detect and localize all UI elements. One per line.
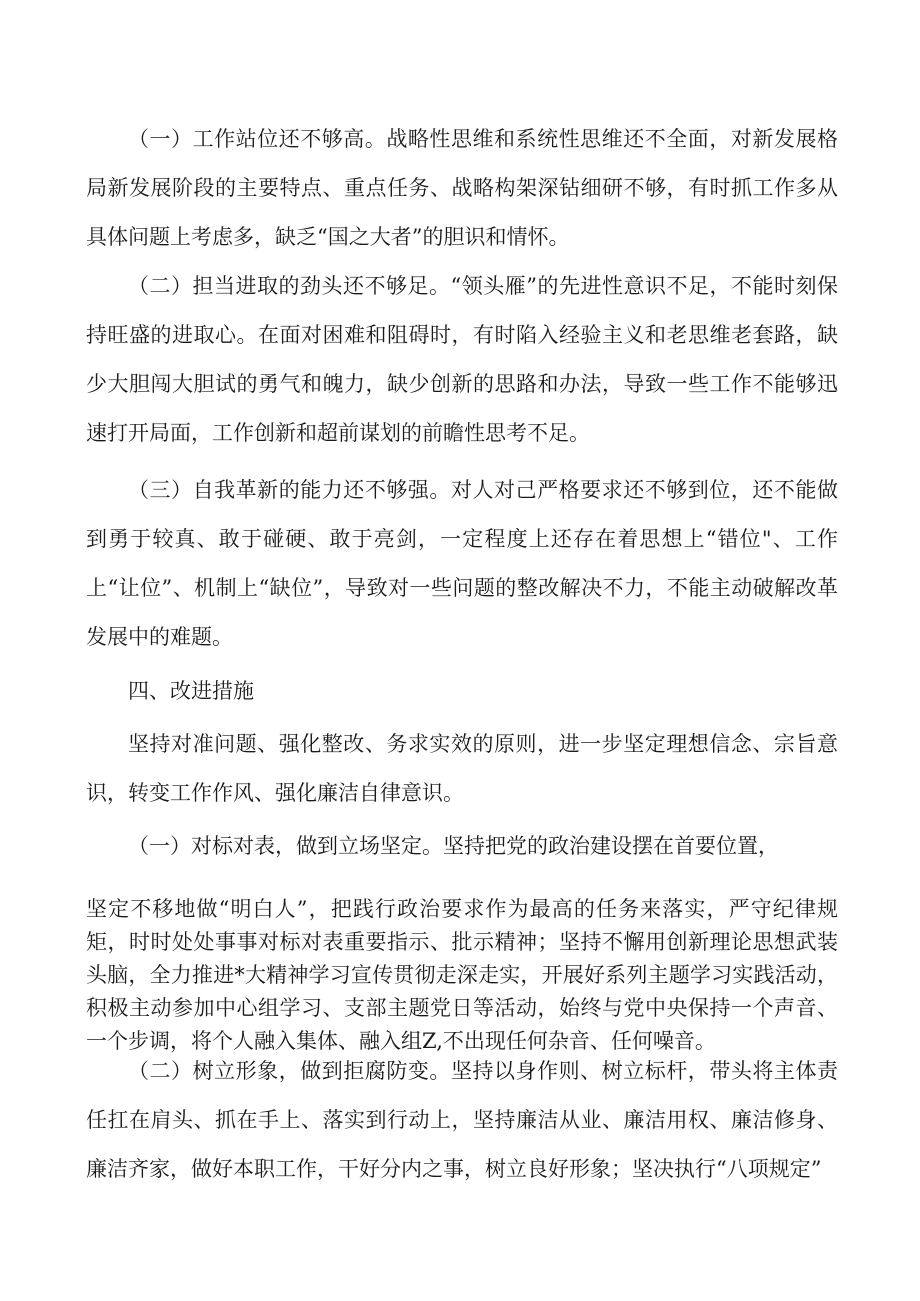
paragraph-anti-corruption: （二）树立形象，做到拒腐防变。坚持以身作则、树立标杆，带头将主体责任扛在肩头、抓在手上、落实到行动上，坚持廉洁从业、廉洁用权、廉洁修身、廉洁齐家，做好本职工作，干好分内之事，树立良好形象；坚决执行“八项规定”	[86, 1059, 838, 1181]
paragraph-self-renewal: （三）自我革新的能力还不够强。对人对己严格要求还不够到位，还不能做到勇于较真、敢于碰硬、敢于亮剑，一定程度上还存在着思想上“错位"、工作上“让位”、机制上“缺位”，导致对一些问题的整改解决不力，不能主动破解改革发展中的难题。	[86, 478, 838, 649]
section-heading-improvement-measures: 四、改进措施	[128, 679, 254, 703]
paragraph-work-position: （一）工作站位还不够高。战略性思维和系统性思维还不全面，对新发展格局新发展阶段的主要特点、重点任务、战略构架深钻细研不够，有时抓工作多从具体问题上考虑多，缺乏“国之大者”的胆识和情怀。	[86, 127, 838, 249]
paragraph-benchmarking-intro: （一）对标对表，做到立场坚定。坚持把党的政治建设摆在首要位置，	[128, 834, 779, 858]
paragraph-taking-initiative: （二）担当进取的劲头还不够足。“领头雁”的先进性意识不足，不能时刻保持旺盛的进取心。在面对困难和阻碍时，有时陷入经验主义和老思维老套路，缺少大胆闯大胆试的勇气和魄力，缺少创新的思路和办法，导致一些工作不能够迅速打开局面，工作创新和超前谋划的前瞻性思考不足。	[86, 274, 838, 445]
paragraph-principles: 坚持对准问题、强化整改、务求实效的原则，进一步坚定理想信念、宗旨意识，转变工作作风、强化廉洁自律意识。	[86, 732, 838, 805]
paragraph-benchmarking-body: 坚定不移地做“明白人”，把践行政治要求作为最高的任务来落实，严守纪律规矩，时时处处事事对标对表重要指示、批示精神；坚持不懈用创新理论思想武装头脑，全力推进*大精神学习宣传贯彻走深走实，开展好系列主题学习实践活动，积极主动参加中心组学习、支部主题党日等活动，始终与党中央保持一个声音、一个步调，将个人融入集体、融入组Z,不出现任何杂音、任何噪音。	[86, 897, 838, 1053]
